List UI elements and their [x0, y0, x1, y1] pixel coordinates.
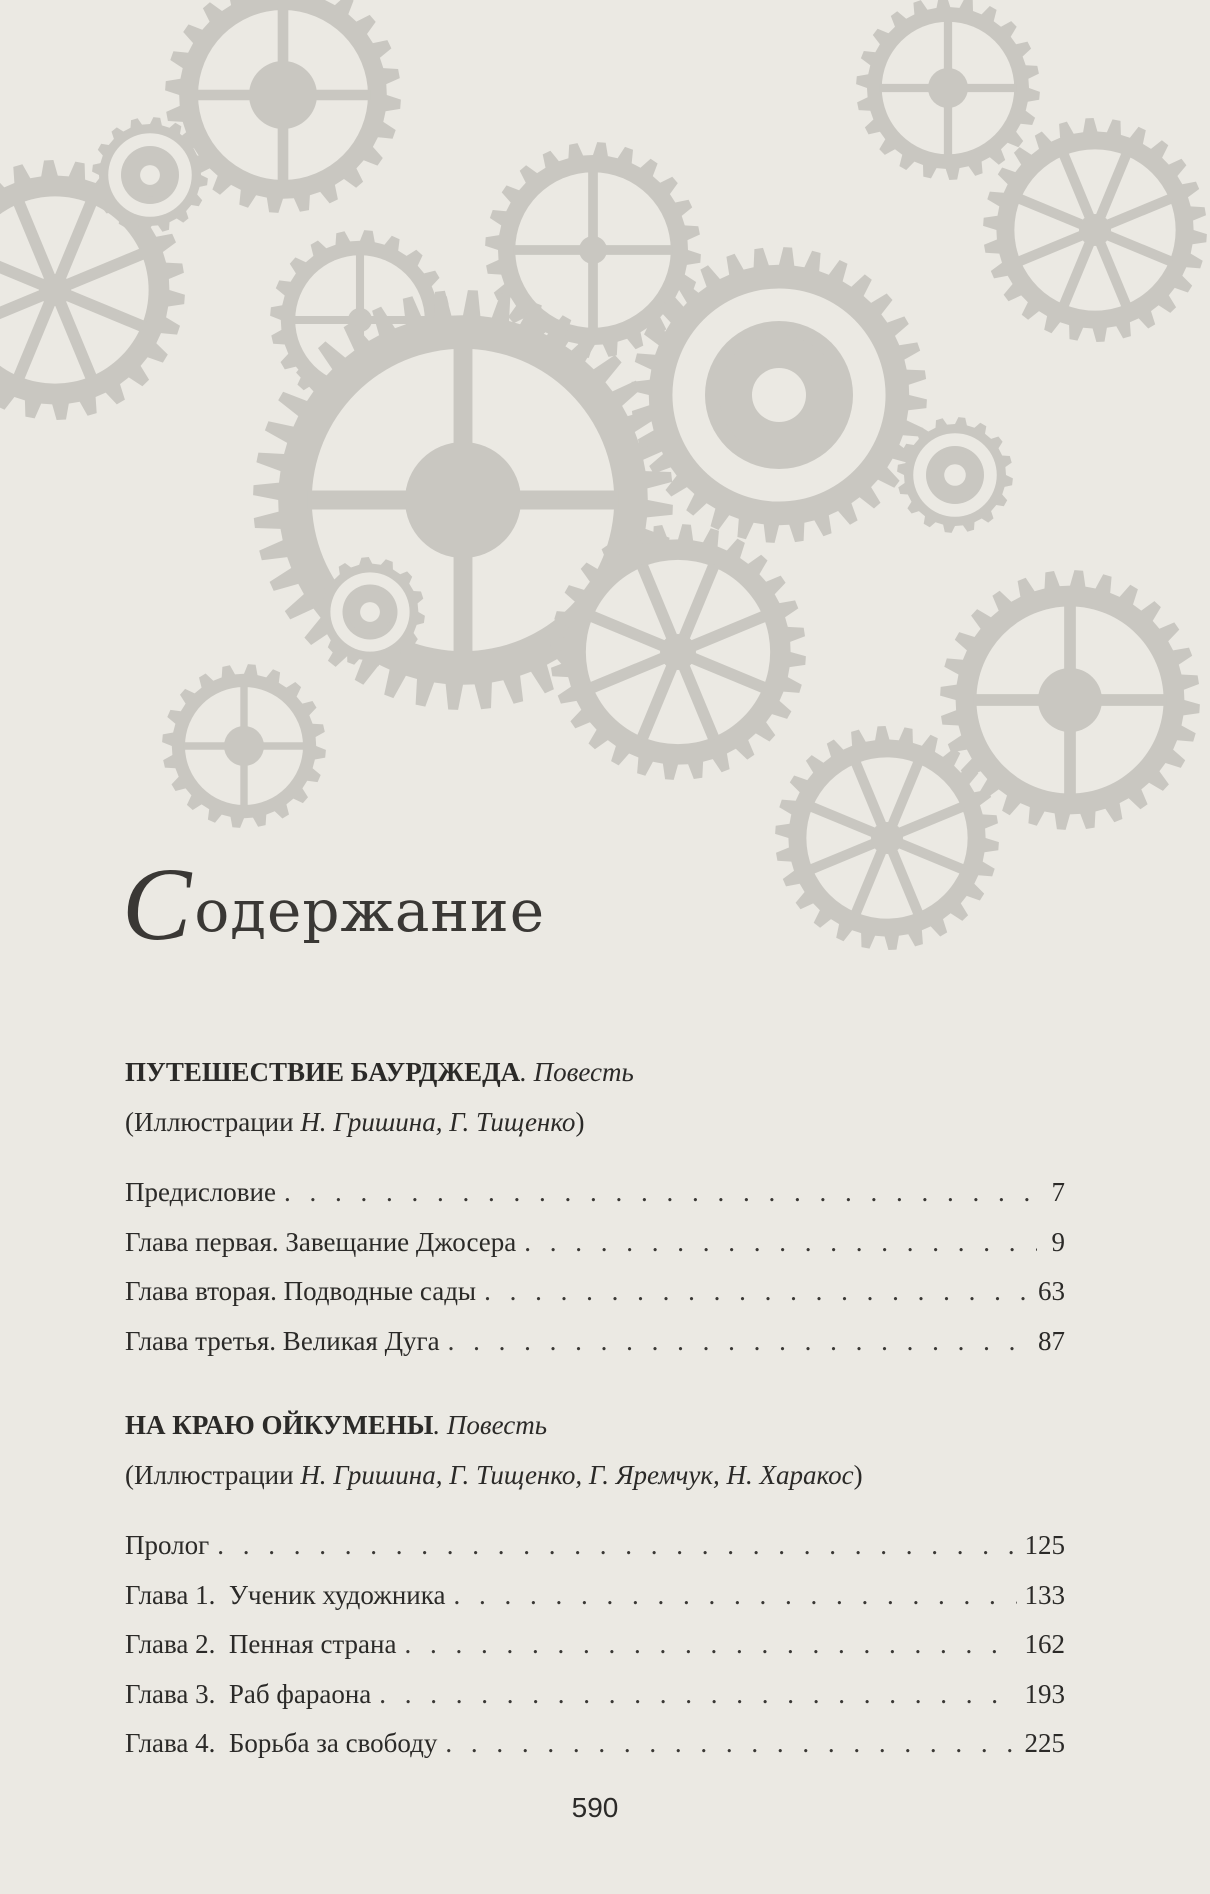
section-name: ПУТЕШЕСТВИЕ БАУРДЖЕДА: [125, 1057, 521, 1087]
section-title: [125, 1405, 1065, 1445]
leader-dots: [484, 1267, 1030, 1317]
section-title: [125, 1052, 1065, 1092]
section-kind: . Повесть: [433, 1410, 548, 1440]
entry-label: Глава вторая. Подводные сады: [125, 1276, 477, 1306]
leader-dots: [379, 1670, 1016, 1720]
entry-label: Глава 2. Пенная страна: [125, 1629, 397, 1659]
entry-page: 125: [1024, 1530, 1065, 1560]
toc-entry: [125, 1670, 1065, 1720]
leader-dots: [404, 1620, 1016, 1670]
entry-page: 7: [1051, 1177, 1065, 1207]
credits-names: Н. Гришина, Г. Тищенко: [300, 1107, 576, 1137]
entry-label: Предисловие: [125, 1177, 276, 1207]
toc-section-2: [125, 1405, 1065, 1769]
credits-suffix: ): [575, 1107, 585, 1137]
section-kind: . Повесть: [520, 1057, 634, 1087]
entry-label: Пролог: [125, 1530, 210, 1560]
credits-suffix: ): [853, 1460, 863, 1490]
section-credits: [125, 1455, 1065, 1495]
toc-entry: [125, 1571, 1065, 1621]
toc-section-1: [125, 1052, 1065, 1366]
section-name: НА КРАЮ ОЙКУМЕНЫ: [125, 1410, 434, 1440]
entry-page: 9: [1051, 1226, 1065, 1257]
toc-entry: [125, 1521, 1065, 1571]
leader-dots: [524, 1218, 1037, 1268]
entry-label: Глава первая. Завещание Джосера: [125, 1226, 517, 1257]
credits-prefix: (Иллюстрации: [125, 1460, 301, 1490]
gear-shape: [856, 0, 1040, 180]
entry-page: 193: [1024, 1678, 1065, 1709]
gear-shape: [983, 118, 1207, 342]
page-heading: [122, 845, 546, 962]
entry-page: 63: [1038, 1276, 1065, 1306]
page-number: 590: [571, 1792, 619, 1823]
gear-shape: [775, 726, 999, 950]
heading-initial: С: [122, 847, 193, 962]
credits-prefix: (Иллюстрации: [125, 1107, 301, 1137]
leader-dots: [453, 1571, 1016, 1621]
credits-names: Н. Гришина, Г. Тищенко, Г. Яремчук, Н. Харакос: [300, 1460, 854, 1490]
toc-entries: [125, 1168, 1065, 1366]
section-credits: [125, 1102, 1065, 1142]
toc-entry: [125, 1620, 1065, 1670]
entry-label: Глава 3. Раб фараона: [125, 1678, 372, 1709]
leader-dots: [445, 1719, 1016, 1769]
gear-shape: [162, 664, 326, 828]
toc-entry: [125, 1317, 1065, 1367]
toc-entry: [125, 1218, 1065, 1268]
leader-dots: [217, 1521, 1016, 1571]
entry-page: 225: [1024, 1728, 1065, 1758]
heading-text: одержание: [194, 877, 546, 945]
toc-entry: [125, 1168, 1065, 1218]
entry-label: Глава 1. Ученик художника: [125, 1579, 446, 1610]
leader-dots: [448, 1317, 1030, 1367]
entry-page: 87: [1038, 1325, 1065, 1356]
entry-label: Глава 4. Борьба за свободу: [125, 1728, 438, 1758]
entry-page: 133: [1024, 1579, 1065, 1610]
toc-entries: [125, 1521, 1065, 1769]
toc-entry: [125, 1719, 1065, 1769]
leader-dots: [284, 1168, 1037, 1218]
gear-shape: [940, 570, 1200, 830]
toc-entry: [125, 1267, 1065, 1317]
entry-label: Глава третья. Великая Дуга: [125, 1325, 440, 1356]
entry-page: 162: [1024, 1629, 1065, 1659]
